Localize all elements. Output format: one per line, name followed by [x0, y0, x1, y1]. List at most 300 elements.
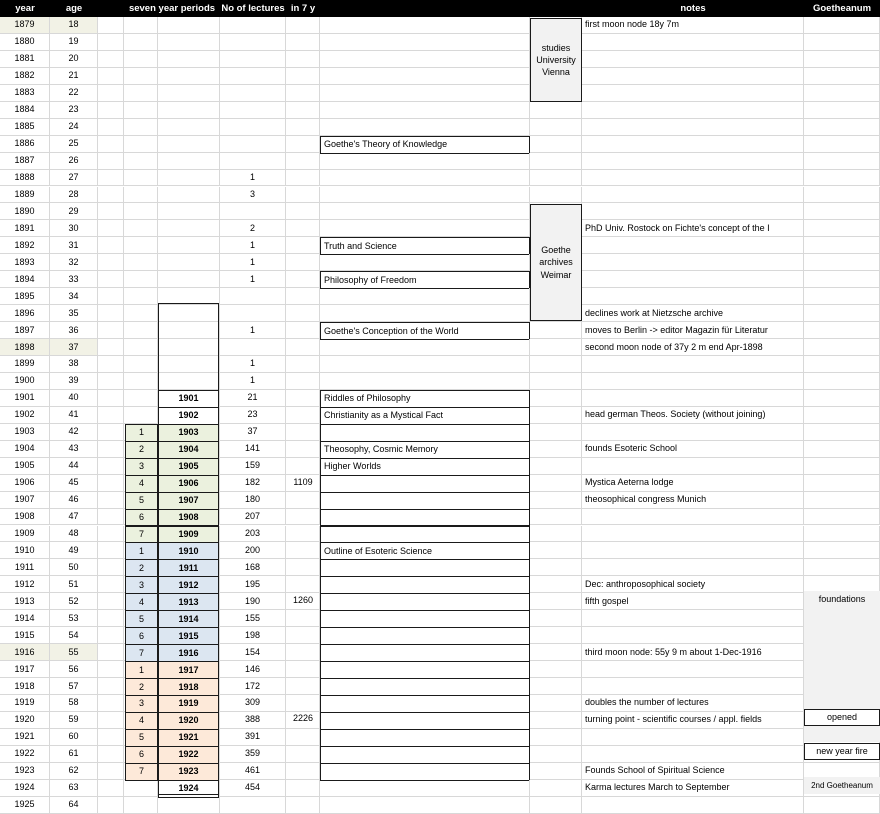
blank-cell [98, 695, 124, 712]
note-cell [582, 458, 804, 475]
goetheanum-cell [804, 424, 880, 441]
merged-col-cell [530, 322, 582, 339]
period-year-cell [158, 187, 220, 204]
period-number: 4 [125, 593, 158, 611]
merged-col-cell [530, 644, 582, 661]
merged-col-cell [530, 441, 582, 458]
period-year-cell [158, 170, 220, 187]
note-cell [582, 288, 804, 305]
in7y-cell [286, 729, 320, 746]
in7y-cell [286, 661, 320, 678]
lectures-cell: 1 [220, 271, 286, 288]
period-number: 7 [125, 644, 158, 662]
work-cell [320, 68, 530, 85]
note-cell [582, 203, 804, 220]
note-cell: founds Esoteric School [582, 441, 804, 458]
note-cell [582, 559, 804, 576]
blank-cell [98, 68, 124, 85]
in7y-cell [286, 509, 320, 526]
lectures-cell: 1 [220, 356, 286, 373]
period-number-cell [124, 153, 158, 170]
period-year: 1905 [158, 458, 219, 476]
year-cell: 1923 [0, 763, 50, 780]
work-cell [320, 254, 530, 271]
period-number-cell [124, 220, 158, 237]
in7y-cell [286, 254, 320, 271]
age-cell: 51 [50, 576, 98, 593]
work-cell [320, 288, 530, 305]
in7y-cell [286, 68, 320, 85]
goetheanum-fire: new year fire [804, 743, 880, 760]
period-number-cell [124, 407, 158, 424]
period-number: 4 [125, 475, 158, 493]
in7y-cell [286, 424, 320, 441]
lectures-cell: 3 [220, 187, 286, 204]
period-number-cell [124, 339, 158, 356]
lectures-cell: 2 [220, 220, 286, 237]
period-year: 1912 [158, 576, 219, 594]
lectures-cell: 198 [220, 627, 286, 644]
year-cell: 1919 [0, 695, 50, 712]
period-number-cell [124, 51, 158, 68]
work-cell [320, 51, 530, 68]
note-cell: Karma lectures March to September [582, 780, 804, 797]
blank-cell [98, 729, 124, 746]
merged-col-cell [530, 356, 582, 373]
period-year: 1920 [158, 712, 219, 730]
lectures-cell [220, 51, 286, 68]
header-notes: notes [582, 0, 804, 17]
merged-col-cell [530, 695, 582, 712]
in7y-cell [286, 356, 320, 373]
year-cell: 1905 [0, 458, 50, 475]
work-cell [320, 356, 530, 373]
year-cell: 1922 [0, 746, 50, 763]
blank-cell [98, 797, 124, 814]
period-year: 1921 [158, 729, 219, 747]
blank-cell [98, 373, 124, 390]
age-cell: 57 [50, 678, 98, 695]
merged-weimar: Goethe archives Weimar [530, 204, 582, 321]
blank-cell [98, 187, 124, 204]
goetheanum-cell [804, 288, 880, 305]
goetheanum-cell [804, 119, 880, 136]
in7y-cell [286, 644, 320, 661]
in7y-cell [286, 373, 320, 390]
period-year-cell [158, 797, 220, 814]
goetheanum-cell [804, 34, 880, 51]
header-in7y: in 7 y [286, 0, 320, 17]
age-cell: 26 [50, 153, 98, 170]
period-year: 1913 [158, 593, 219, 611]
period-year: 1901 [158, 390, 219, 408]
goetheanum-cell [804, 509, 880, 526]
in7y-cell [286, 119, 320, 136]
goetheanum-cell [804, 373, 880, 390]
period-year: 1914 [158, 610, 219, 628]
work-cell [320, 339, 530, 356]
age-cell: 23 [50, 102, 98, 119]
lectures-cell: 37 [220, 424, 286, 441]
period-year: 1917 [158, 661, 219, 679]
goetheanum-cell [804, 153, 880, 170]
lectures-cell: 159 [220, 458, 286, 475]
age-cell: 22 [50, 85, 98, 102]
blank-cell [98, 254, 124, 271]
note-cell: second moon node of 37y 2 m end Apr-1898 [582, 339, 804, 356]
work-cell: Christianity as a Mystical Fact [320, 407, 530, 425]
period-number-cell [124, 780, 158, 797]
year-cell: 1910 [0, 542, 50, 559]
lectures-cell [220, 153, 286, 170]
year-cell: 1890 [0, 203, 50, 220]
merged-col-cell [530, 746, 582, 763]
lectures-cell: 172 [220, 678, 286, 695]
age-cell: 29 [50, 203, 98, 220]
lectures-cell [220, 68, 286, 85]
age-cell: 20 [50, 51, 98, 68]
in7y-cell [286, 678, 320, 695]
period-number: 1 [125, 424, 158, 442]
period-year-cell [158, 34, 220, 51]
lectures-cell: 1 [220, 170, 286, 187]
note-cell [582, 509, 804, 526]
blank-cell [98, 119, 124, 136]
period-year-cell [158, 254, 220, 271]
lectures-cell: 461 [220, 763, 286, 780]
note-cell [582, 424, 804, 441]
goetheanum-cell [804, 237, 880, 254]
merged-col-cell [530, 170, 582, 187]
goetheanum-cell [804, 441, 880, 458]
merged-col-cell [530, 780, 582, 797]
lectures-cell: 1 [220, 254, 286, 271]
work-cell [320, 187, 530, 204]
age-cell: 25 [50, 136, 98, 153]
lectures-cell: 359 [220, 746, 286, 763]
period-number-cell [124, 187, 158, 204]
blank-cell [98, 559, 124, 576]
year-cell: 1896 [0, 305, 50, 322]
year-cell: 1899 [0, 356, 50, 373]
blank-cell [98, 678, 124, 695]
note-cell: Founds School of Spiritual Science [582, 763, 804, 780]
lectures-cell [220, 339, 286, 356]
note-cell [582, 85, 804, 102]
year-cell: 1916 [0, 644, 50, 661]
age-cell: 40 [50, 390, 98, 407]
total-period-1: 1109 [293, 476, 313, 487]
note-cell [582, 797, 804, 814]
blank-cell [98, 458, 124, 475]
period-number-cell [124, 68, 158, 85]
year-cell: 1912 [0, 576, 50, 593]
blank-cell [98, 492, 124, 509]
blank-cell [98, 780, 124, 797]
lectures-cell: 182 [220, 475, 286, 492]
in7y-cell [286, 17, 320, 34]
age-cell: 46 [50, 492, 98, 509]
goetheanum-cell [804, 492, 880, 509]
year-cell: 1897 [0, 322, 50, 339]
age-cell: 34 [50, 288, 98, 305]
work-cell [320, 526, 530, 544]
period-year-cell [158, 51, 220, 68]
lectures-cell [220, 85, 286, 102]
in7y-cell [286, 271, 320, 288]
lectures-cell: 141 [220, 441, 286, 458]
work-cell [320, 763, 530, 781]
age-cell: 52 [50, 593, 98, 610]
age-cell: 21 [50, 68, 98, 85]
merged-col-cell [530, 492, 582, 509]
work-cell [320, 593, 530, 611]
period-year-cell [158, 237, 220, 254]
period-year-cell [158, 68, 220, 85]
blank-cell [98, 288, 124, 305]
blank-cell [98, 322, 124, 339]
work-cell [320, 475, 530, 493]
age-cell: 47 [50, 509, 98, 526]
age-cell: 45 [50, 475, 98, 492]
work-cell: Riddles of Philosophy [320, 390, 530, 408]
age-cell: 59 [50, 712, 98, 729]
lectures-cell: 391 [220, 729, 286, 746]
note-cell [582, 661, 804, 678]
lectures-cell [220, 136, 286, 153]
blank-cell [98, 34, 124, 51]
work-cell [320, 102, 530, 119]
lectures-cell: 180 [220, 492, 286, 509]
period-year-cell [158, 203, 220, 220]
period-year: 1908 [158, 509, 219, 527]
period-number: 3 [125, 576, 158, 594]
in7y-cell [286, 627, 320, 644]
year-cell: 1902 [0, 407, 50, 424]
year-cell: 1901 [0, 390, 50, 407]
lectures-cell [220, 288, 286, 305]
in7y-cell [286, 34, 320, 51]
year-cell: 1895 [0, 288, 50, 305]
work-cell [320, 610, 530, 628]
in7y-cell [286, 390, 320, 407]
lectures-cell [220, 102, 286, 119]
period-year: 1919 [158, 695, 219, 713]
age-cell: 18 [50, 17, 98, 34]
lectures-cell: 309 [220, 695, 286, 712]
period-year-cell [158, 220, 220, 237]
note-cell: declines work at Nietzsche archive [582, 305, 804, 322]
in7y-cell [286, 322, 320, 339]
in7y-cell [286, 220, 320, 237]
blank-cell [98, 661, 124, 678]
year-cell: 1898 [0, 339, 50, 356]
note-cell: first moon node 18y 7m [582, 17, 804, 34]
note-cell [582, 102, 804, 119]
period-number: 1 [125, 542, 158, 560]
blank-cell [98, 593, 124, 610]
age-cell: 38 [50, 356, 98, 373]
goetheanum-cell [804, 271, 880, 288]
work-cell [320, 746, 530, 764]
merged-col-cell [530, 407, 582, 424]
goetheanum-foundations: foundations [818, 594, 866, 604]
period-year: 1907 [158, 492, 219, 510]
note-cell [582, 68, 804, 85]
note-cell [582, 271, 804, 288]
period-year: 1903 [158, 424, 219, 442]
blank-cell [98, 390, 124, 407]
lectures-cell [220, 305, 286, 322]
goetheanum-cell [804, 407, 880, 424]
blank-cell [98, 542, 124, 559]
work-cell: Truth and Science [320, 237, 530, 255]
goetheanum-cell [804, 102, 880, 119]
period-year-cell [158, 136, 220, 153]
merged-col-cell [530, 593, 582, 610]
blank-cell [98, 644, 124, 661]
lectures-cell: 388 [220, 712, 286, 729]
goetheanum-cell [804, 339, 880, 356]
in7y-cell [286, 780, 320, 797]
age-cell: 31 [50, 237, 98, 254]
blank-cell [98, 339, 124, 356]
year-cell: 1915 [0, 627, 50, 644]
year-cell: 1925 [0, 797, 50, 814]
note-cell: moves to Berlin -> editor Magazin für Literatur [582, 322, 804, 339]
header-goetheanum: Goetheanum [804, 0, 880, 17]
merged-col-cell [530, 153, 582, 170]
note-cell [582, 254, 804, 271]
age-cell: 32 [50, 254, 98, 271]
age-cell: 56 [50, 661, 98, 678]
in7y-cell [286, 559, 320, 576]
work-cell [320, 153, 530, 170]
age-cell: 41 [50, 407, 98, 424]
goetheanum-cell [804, 542, 880, 559]
work-cell [320, 576, 530, 594]
lectures-cell [220, 119, 286, 136]
age-cell: 27 [50, 170, 98, 187]
period-year: 1910 [158, 542, 219, 560]
merged-col-cell [530, 373, 582, 390]
age-cell: 49 [50, 542, 98, 559]
blank-cell [98, 407, 124, 424]
period-number-cell [124, 288, 158, 305]
in7y-cell [286, 305, 320, 322]
age-cell: 30 [50, 220, 98, 237]
year-cell: 1892 [0, 237, 50, 254]
year-cell: 1885 [0, 119, 50, 136]
year-cell: 1913 [0, 593, 50, 610]
age-cell: 60 [50, 729, 98, 746]
lectures-cell: 203 [220, 526, 286, 543]
year-cell: 1924 [0, 780, 50, 797]
period-year: 1906 [158, 475, 219, 493]
blank-cell [98, 746, 124, 763]
note-cell: theosophical congress Munich [582, 492, 804, 509]
period-number: 5 [125, 729, 158, 747]
period-number-cell [124, 102, 158, 119]
period-year: 1922 [158, 746, 219, 764]
period-number-cell [124, 136, 158, 153]
period-number-cell [124, 203, 158, 220]
merged-col-cell [530, 576, 582, 593]
year-cell: 1881 [0, 51, 50, 68]
period-year-cell [158, 153, 220, 170]
period-year: 1911 [158, 559, 219, 577]
age-cell: 62 [50, 763, 98, 780]
period-number-cell [124, 17, 158, 34]
merged-col-cell [530, 542, 582, 559]
merged-col-cell [530, 187, 582, 204]
in7y-cell [286, 51, 320, 68]
lectures-cell: 207 [220, 509, 286, 526]
work-cell [320, 797, 530, 814]
period-number: 2 [125, 441, 158, 459]
period-number-cell [124, 119, 158, 136]
work-cell: Theosophy, Cosmic Memory [320, 441, 530, 459]
blank-cell [98, 509, 124, 526]
lectures-cell: 146 [220, 661, 286, 678]
period-number: 4 [125, 712, 158, 730]
goetheanum-cell [804, 356, 880, 373]
blank-cell [98, 203, 124, 220]
merged-col-cell [530, 136, 582, 153]
period-year: 1902 [158, 407, 219, 425]
goetheanum-cell [804, 68, 880, 85]
blank-cell [98, 153, 124, 170]
lectures-cell: 195 [220, 576, 286, 593]
note-cell: head german Theos. Society (without joining) [582, 407, 804, 424]
work-cell [320, 203, 530, 220]
year-cell: 1920 [0, 712, 50, 729]
blank-cell [98, 356, 124, 373]
period-number-cell [124, 305, 158, 322]
header-blank-1 [98, 0, 124, 17]
merged-col-cell [530, 763, 582, 780]
blank-cell [98, 220, 124, 237]
note-cell [582, 237, 804, 254]
blank-cell [98, 102, 124, 119]
work-cell [320, 729, 530, 747]
note-cell [582, 610, 804, 627]
blank-cell [98, 610, 124, 627]
note-cell [582, 542, 804, 559]
age-cell: 58 [50, 695, 98, 712]
note-cell: Dec: anthroposophical society [582, 576, 804, 593]
work-cell: Philosophy of Freedom [320, 271, 530, 289]
period-number-cell [124, 373, 158, 390]
work-cell [320, 678, 530, 696]
in7y-cell [286, 153, 320, 170]
note-cell: Mystica Aeterna lodge [582, 475, 804, 492]
header-year: year [0, 0, 50, 17]
period-number: 3 [125, 695, 158, 713]
header-age: age [50, 0, 98, 17]
age-cell: 35 [50, 305, 98, 322]
work-cell [320, 305, 530, 322]
period-year: 1923 [158, 763, 219, 781]
work-cell [320, 780, 530, 797]
in7y-cell [286, 797, 320, 814]
work-cell [320, 559, 530, 577]
blank-cell [98, 712, 124, 729]
period-year: 1924 [158, 780, 219, 798]
age-cell: 64 [50, 797, 98, 814]
blank-cell [98, 51, 124, 68]
work-cell [320, 119, 530, 136]
